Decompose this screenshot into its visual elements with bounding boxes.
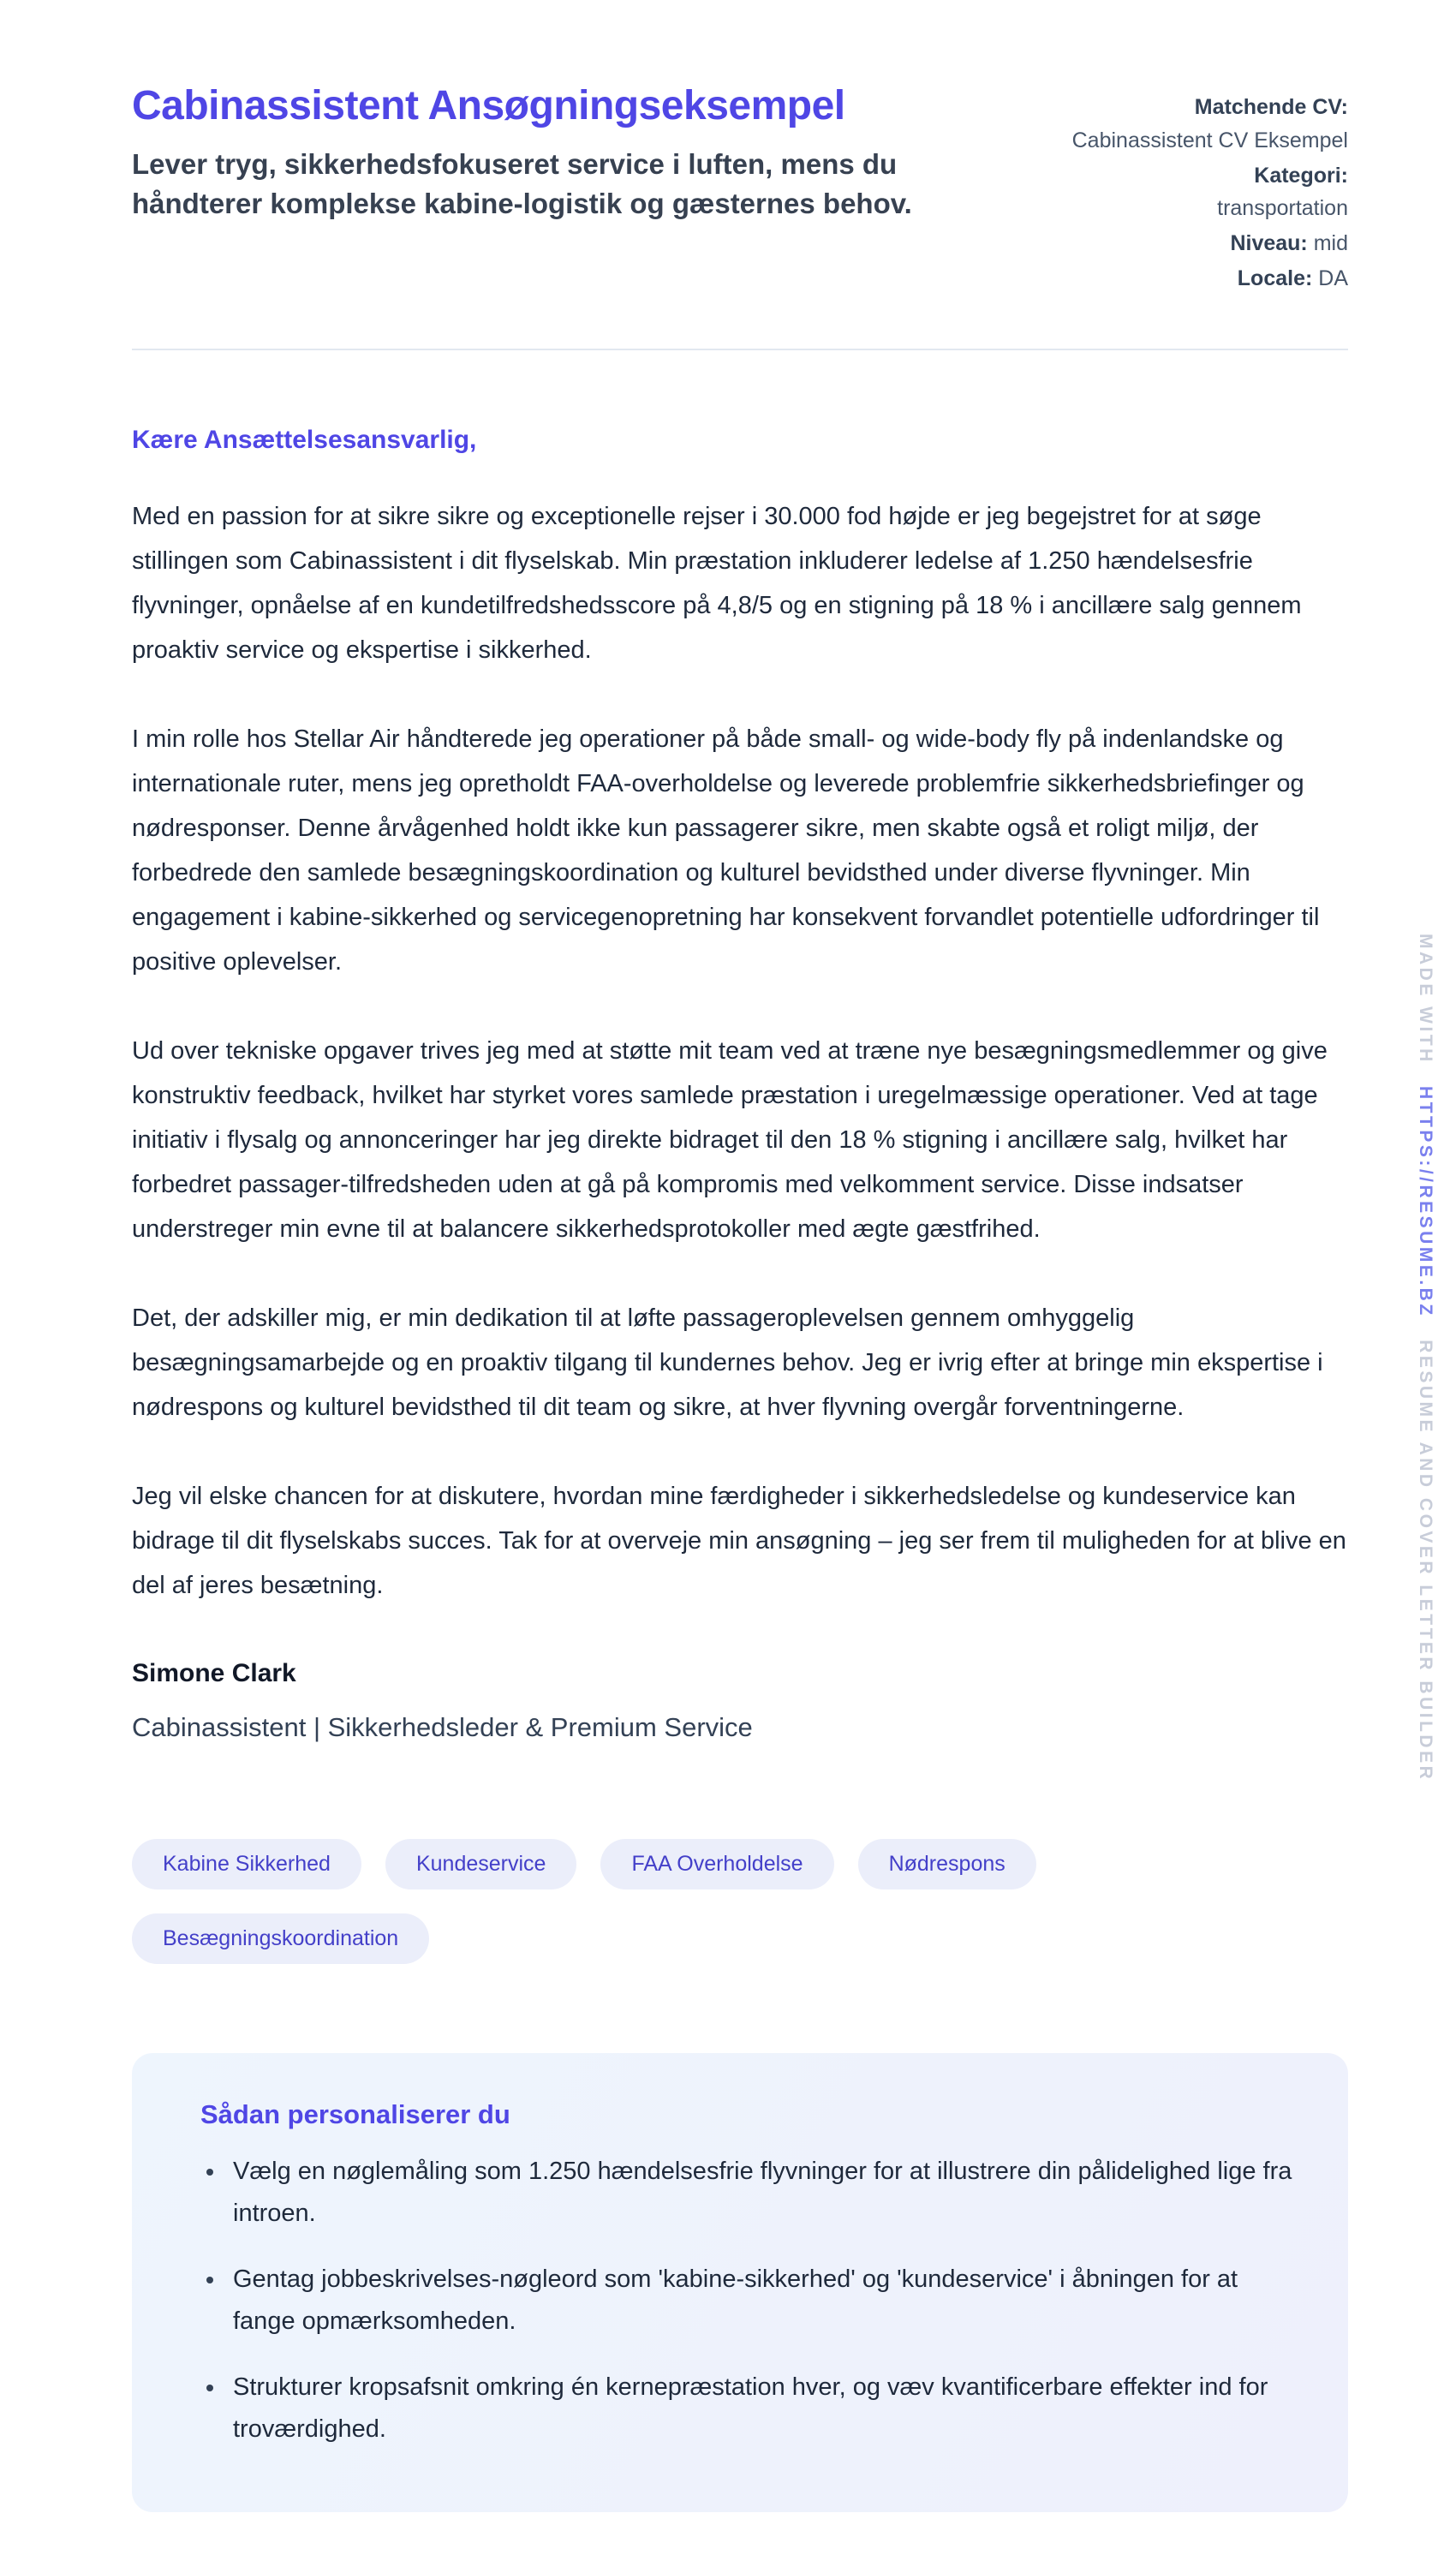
meta-panel [1065,82,1348,297]
personalization-tips-box [132,2053,1348,2512]
letter-paragraph: Det, der adskiller mig, er min dedikation til at løfte passageroplevelsen gennem omhyggelig besægningsamarbejde og en proaktiv tilgang til kundernes behov. Jeg er ivrig efter at bringe min ekspertise i nødrespons og kulturel bevidsthed til dit team og sikre, at hver flyvning overgår forventningerne. [132,1304,1323,1421]
meta-level-value: mid [1313,231,1348,255]
tag-kundeservice[interactable]: Kundeservice [385,1839,576,1889]
watermark-suffix: RESUME AND COVER LETTER BUILDER [1416,1340,1435,1782]
meta-level [1065,227,1348,260]
signature-name: Simone Clark [132,1658,296,1687]
tips-list [166,2151,1297,2451]
letter-paragraph: I min rolle hos Stellar Air håndterede jeg operationer på både small- og wide-body fly på indenlandske og internationale ruter, mens jeg opretholdt FAA-overholdelse og leverede problemfrie sikkerhedsbriefinger og nødresponser. Denne årvågenhed holdt ikke kun passagerer sikre, men skabte også et roligt miljø, der forbedrede den samlede besægningskoordination og kulturel bevidsthed under diverse flyvninger. Min engagement i kabine-sikkerhed og servicegenopretning har konsekvent forvandlet potentielle udfordringer til positive oplevelser. [132,725,1320,976]
meta-category [1065,159,1348,226]
skill-tags-row [132,1839,1348,1964]
tip-item: • Strukturer kropsafsnit omkring én kernepræstation hver, og væv kvantificerbare effekter ind for troværdighed. [226,2367,1297,2451]
side-watermark [1415,934,1435,1782]
tips-title: Sådan personaliserer du [200,2098,510,2129]
meta-matching-cv-label: Matchende CV: [1194,95,1348,119]
tag-besaegningskoordination[interactable]: Besægningskoordination [132,1913,429,1964]
tag-noedrespons[interactable]: Nødrespons [858,1839,1036,1889]
tag-faa-overholdelse[interactable]: FAA Overholdelse [600,1839,833,1889]
meta-locale-value: DA [1318,266,1348,290]
letter-paragraph: Jeg vil elske chancen for at diskutere, hvordan mine færdigheder i sikkerhedsledelse og kundeservice kan bidrage til dit flyselskabs succes. Tak for at overveje min ansøgning – jeg ser frem til muligheden for at blive en del af jeres besætning. [132,1482,1346,1599]
letter-paragraph: Med en passion for at sikre sikre og exceptionelle rejser i 30.000 fod højde er jeg begejstret for at søge stillingen som Cabinassistent i dit flyselskab. Min præstation inkluderer ledelse af 1.250 hændelsesfrie flyvninger, opnåelse af en kundetilfredshedsscore på 4,8/5 og en stigning på 18 % i ancillære salg gennem proaktiv service og ekspertise i sikkerhed. [132,502,1302,664]
tip-item: • Gentag jobbeskrivelses-nøgleord som 'kabine-sikkerhed' og 'kundeservice' i åbningen for at fange opmærksomheden. [226,2259,1297,2343]
meta-matching-cv-value: Cabinassistent CV Eksempel [1071,128,1348,152]
meta-category-value: transportation [1217,196,1348,221]
letter-paragraph: Ud over tekniske opgaver trives jeg med at støtte mit team ved at træne nye besægningsmedlemmer og give konstruktiv feedback, hvilket har styrket vores samlede præstation i uregelmæssige operationer. Ved at tage initiativ i flysalg og annonceringer har jeg direkte bidraget til den 18 % stigning i ancillære salg, hvilket har forbedret passager-tilfredsheden uden at gå på kompromis med velkomment service. Disse indsatser understreger min evne til at balancere sikkerhedsprotokoller med ægte gæstfrihed. [132,1036,1328,1243]
signature-title: Cabinassistent | Sikkerhedsleder & Premium Service [132,1711,753,1742]
header-title-block [132,82,1023,223]
cover-letter-body [132,426,1348,1743]
meta-matching-cv [1065,91,1348,158]
tag-kabine-sikkerhed[interactable]: Kabine Sikkerhed [132,1839,361,1889]
watermark-prefix: MADE WITH [1416,934,1435,1065]
letter-greeting: Kære Ansættelsesansvarlig, [132,425,477,454]
page-header [132,82,1348,297]
signature-block [132,1659,1348,1743]
page-title: Cabinassistent Ansøgningseksempel [132,83,845,128]
tip-item: • Vælg en nøglemåling som 1.250 hændelsesfrie flyvninger for at illustrere din pålidelighed lige fra introen. [226,2151,1297,2235]
meta-locale [1065,262,1348,295]
meta-locale-label: Locale: [1237,266,1313,290]
header-divider [132,349,1348,350]
meta-level-label: Niveau: [1230,231,1308,255]
watermark-resume-bz-link[interactable]: HTTPS://RESUME.BZ [1416,1086,1435,1318]
meta-category-label: Kategori: [1254,163,1348,188]
page-subtitle: Lever tryg, sikkerhedsfokuseret service i luften, mens du håndterer komplekse kabine-logistik og gæsternes behov. [132,148,912,219]
